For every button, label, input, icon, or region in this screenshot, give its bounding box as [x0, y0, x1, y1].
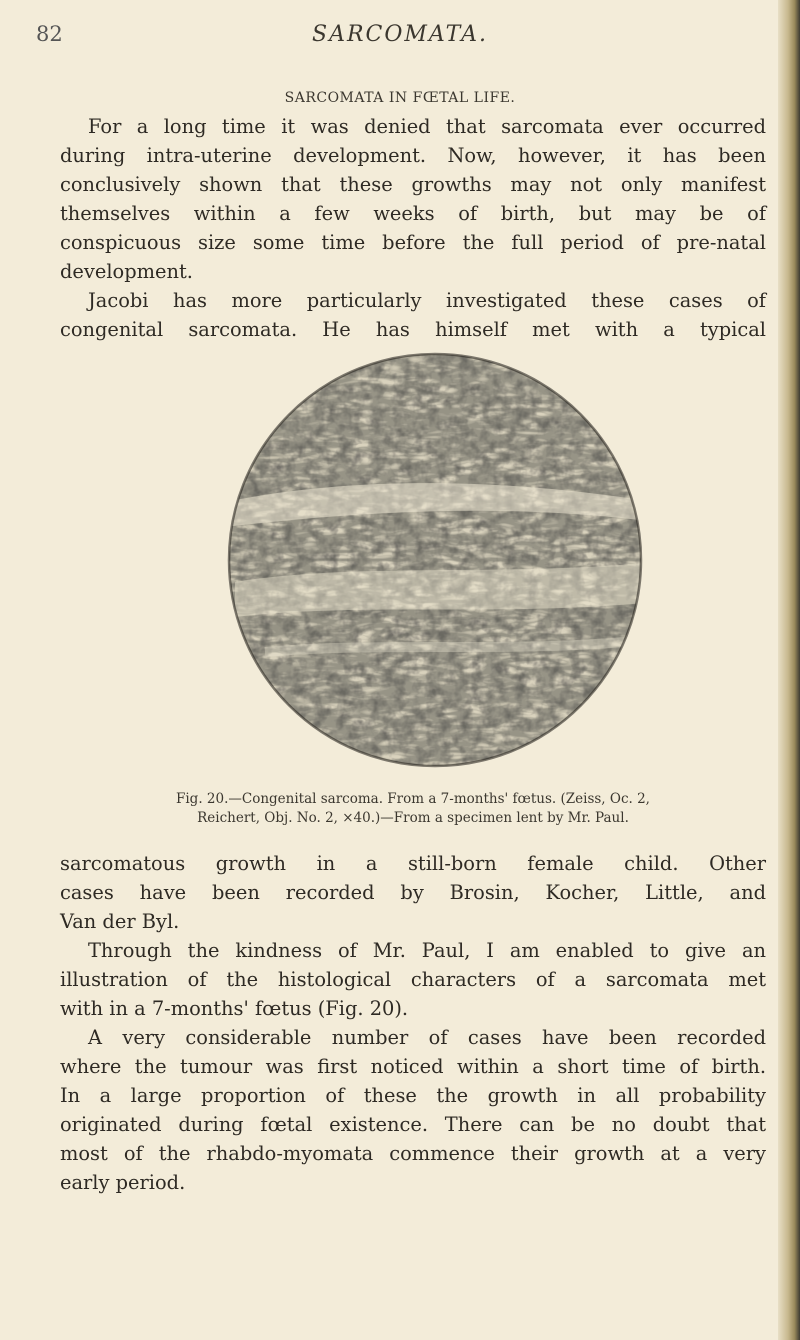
paragraph-5 [60, 1023, 766, 1197]
text-line: conspicuous size some time before the full period of pre-natal [60, 231, 766, 254]
text-line: Through the kindness of Mr. Paul, I am enabled to give an [88, 939, 766, 962]
page-edge-shadow [778, 0, 800, 1340]
paragraph-1 [60, 112, 766, 286]
text-line: during intra-uterine development. Now, however, it has been [60, 144, 766, 167]
text-line: themselves within a few weeks of birth, but may be of [60, 202, 766, 225]
text-line: congenital sarcomata. He has himself met with a typical [60, 318, 766, 341]
text-line: sarcomatous growth in a still-born female child. Other [60, 852, 766, 875]
running-title: SARCOMATA. [312, 22, 488, 47]
text-line: Van der Byl. [60, 910, 180, 933]
micrograph-figure [205, 352, 665, 776]
figure-caption [60, 790, 766, 828]
text-line: illustration of the histological characters of a sarcomata met [60, 968, 766, 991]
paragraph-3 [60, 849, 766, 936]
text-line: early period. [60, 1171, 186, 1194]
text-line: Jacobi has more particularly investigated these cases of [88, 289, 766, 312]
text-line: conclusively shown that these growths may not only manifest [60, 173, 766, 196]
text-line: A very considerable number of cases have been recorded [88, 1026, 766, 1049]
text-line: with in a 7-months' fœtus (Fig. 20). [60, 997, 409, 1020]
text-line: originated during fœtal existence. There can be no doubt that [60, 1113, 766, 1136]
text-line: In a large proportion of these the growth in all probability [60, 1084, 766, 1107]
text-line: cases have been recorded by Brosin, Kocher, Little, and [60, 881, 766, 904]
micrograph-field [205, 352, 665, 776]
caption-line-2: Reichert, Obj. No. 2, ×40.)—From a specimen lent by Mr. Paul. [197, 810, 629, 826]
text-line: development. [60, 260, 193, 283]
paragraph-2 [60, 286, 766, 344]
paragraph-4 [60, 936, 766, 1023]
text-line: For a long time it was denied that sarcomata ever occurred [88, 115, 766, 138]
caption-line-1: Fig. 20.—Congenital sarcoma. From a 7-months' fœtus. (Zeiss, Oc. 2, [176, 791, 650, 807]
page-number: 82 [36, 22, 63, 46]
section-heading: SARCOMATA IN FŒTAL LIFE. [284, 90, 516, 106]
text-line: most of the rhabdo-myomata commence their growth at a very [60, 1142, 766, 1165]
text-line: where the tumour was first noticed within a short time of birth. [60, 1055, 766, 1078]
